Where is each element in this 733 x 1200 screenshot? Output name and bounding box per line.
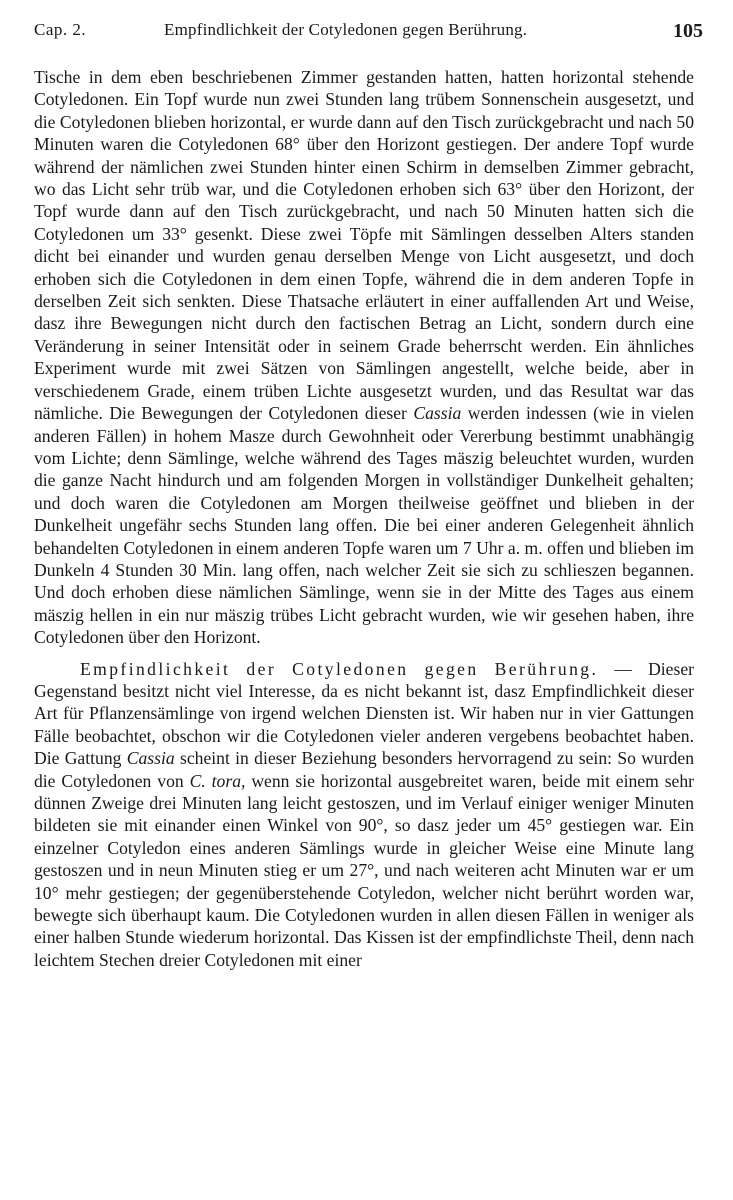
cassia-italic: Cassia [413,403,462,424]
paragraph-2-text-c: wenn sie horizontal ausgebreitet waren, beide mit einem sehr dünnen Zweige drei Minuten lang leicht gestoszen, und im Verlauf einiger weniger Minuten bildeten sie mit einander einen Winkel von 90°, so dasz jeder um 45° gestiegen war. Ein einzelner Cotyledon eines anderen Sämlings wurde in gleicher Weise eine Minute lang gestoszen und in neun Minuten stieg er um 27°, und nach weiteren acht Minuten war er um 10° mehr gestiegen; der gegenüberstehende Cotyledon, welcher nicht berührt worden war, bewegte sich überhaupt kaum. Die Cotyledonen wurden in allen diesen Fällen in weniger als einer halben Stunde wiederum horizontal. Das Kissen ist der empfindlichste Theil, denn nach leichtem Stechen dreier Cotyledonen mit einer [34,770,695,970]
paragraph-1-text-b: werden indessen (wie in vielen anderen Fällen) in hohem Masze durch Gewohnheit oder Vererbung bestimmt unabhängig vom Lichte; denn Sämlinge, welche während des Tages mäszig beleuchtet wurden, wurden die ganze Nacht hindurch und am folgenden Morgen in vollständiger Dunkelheit gehalten; und doch waren die Cotyledonen am Morgen theilweise geöffnet und blieben in der Dunkelheit ungefähr sechs Stunden lang offen. Die bei einer anderen Gelegenheit ähnlich behandelten Cotyledonen in einem anderen Topfe waren um 7 Uhr a. m. offen und blieben im Dunkeln 4 Stunden 30 Min. lang offen, nach welcher Zeit sie sich zu schlieszen begannen. Und doch erhoben diese nämlichen Sämlinge, wenn sie in der Mitte des Tages aus einem mäszig hellen in ein nur mäszig trübes Licht gebracht wurden, wie wir gesehen haben, ihre Cotyledonen über den Horizont. [34,403,694,648]
cassia-italic-2: Cassia [126,748,175,769]
paragraph-2-text-b: scheint in dieser Beziehung besonders hervorragend zu sein: So wurden die Cotyledonen von [34,748,694,791]
chapter-label: Cap. 2. [34,20,87,39]
section-heading: Empfindlichkeit der Cotyledonen gegen Berührung. — [80,658,635,679]
body-text [34,66,694,971]
paragraph-1 [34,66,694,649]
paragraph-2 [34,658,694,972]
running-title: Empfindlichkeit der Cotyledonen gegen Berührung. [164,20,528,39]
c-tora-italic: C. tora, [189,770,246,791]
running-header [34,14,703,44]
paragraph-2-text-a: Dieser Gegenstand besitzt nicht viel Interesse, da es nicht bekannt ist, dasz Empfindlichkeit dieser Art für Pflanzensämlinge von irgend welchen Diensten ist. Wir haben nur in vier Gattungen Fälle beobachtet, obschon wir die Cotyledonen vieler anderen vergebens beobachtet haben. Die Gattung [34,658,694,769]
paragraph-1-text-a: Tische in dem eben beschriebenen Zimmer gestanden hatten, hatten horizontal stehende Cotyledonen. Ein Topf wurde nun zwei Stunden lang trübem Sonnenschein ausgesetzt, und die Cotyledonen blieben horizontal, er wurde dann auf den Tisch zurückgebracht und nach 50 Minuten waren die Cotyledonen 68° über den Horizont gestiegen. Der andere Topf wurde während der nämlichen zwei Stunden hinter einen Schirm in demselben Zimmer gebracht, wo das Licht sehr trüb war, und die Cotyledonen erhoben sich 63° über den Horizont, der Topf wurde dann auf den Tisch zurückgebracht, und nach 50 Minuten hatten sich die Cotyledonen um 33° gesenkt. Diese zwei Töpfe mit Sämlingen desselben Alters standen dicht bei einander und wurden genau derselben Menge von Licht ausgesetzt, und doch erhoben sich die Cotyledonen in dem einen Topfe, während die in dem anderen Topfe in derselben Zeit sich senkten. Diese Thatsache erläutert in einer auffallenden Art und Weise, dasz ihre Bewegungen nicht durch den factischen Betrag an Licht, sondern durch eine Veränderung in seiner Intensität oder in seinem Grade beherrscht werden. Ein ähnliches Experiment wurde mit zwei Sätzen von Sämlingen angestellt, welche beide, aber in verschiedenem Grade, einem trüben Lichte ausgesetzt wurden, und das Resultat war das nämliche. Die Bewegungen der Cotyledonen dieser [34,67,694,424]
page-number: 105 [673,20,703,42]
